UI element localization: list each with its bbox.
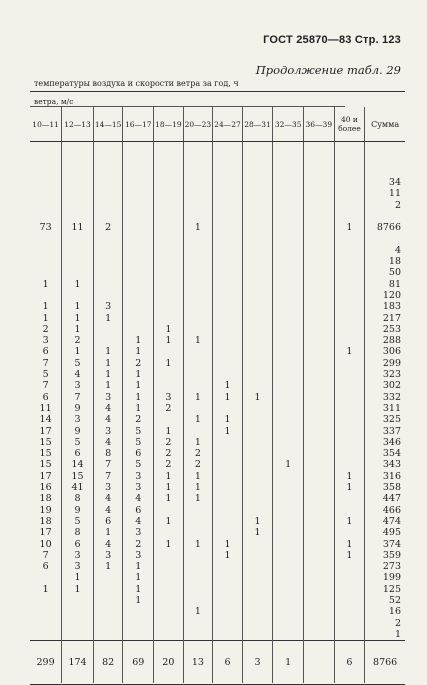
column-header: 36—39 — [304, 107, 335, 142]
bottom-rule — [30, 683, 405, 685]
cell-values-sum: 34 11 2 8766 4 18 50 81 120 183 217 253 288 306 299 323 302 332 311 325 337 346 354 343 316 358 447 466 474 495 374 359 273 199 125 52 16 2 1 — [376, 177, 401, 640]
cell-values: 1 1 1 3 2 1 2 2 2 1 1 1 1 1 — [165, 323, 172, 550]
table-cell — [123, 142, 154, 641]
table-cell — [213, 142, 243, 641]
table-cell — [93, 142, 123, 641]
bottom-rule-row — [30, 683, 405, 685]
column-header: 18—19 — [154, 107, 184, 142]
total-cell: 1 — [273, 641, 304, 684]
cell-values: 73 1 1 1 2 3 6 7 5 7 6 11 14 17 15 15 15 17 16 18 19 18 17 10 7 6 1 — [39, 222, 52, 595]
cell-values: 1 1 1 — [254, 391, 261, 539]
total-cell: 20 — [154, 641, 184, 684]
cell-values: 11 1 1 1 1 2 1 5 4 3 7 9 3 9 5 6 14 15 41 8 9 5 8 6 3 3 1 1 — [71, 222, 84, 595]
table-cell — [242, 142, 273, 641]
table-cell — [30, 142, 62, 641]
continuation-label: Продолжение табл. 29 — [255, 63, 401, 77]
column-header: 16—17 — [123, 107, 154, 142]
column-header: 32—35 — [273, 107, 304, 142]
column-header: 20—23 — [183, 107, 213, 142]
column-header: 24—27 — [213, 107, 243, 142]
data-table — [30, 107, 405, 685]
total-cell: 13 — [183, 641, 213, 684]
table-cell — [154, 142, 184, 641]
cell-values: 1 — [285, 459, 292, 471]
total-cell: 82 — [93, 641, 123, 684]
column-header: 14—15 — [93, 107, 123, 142]
table-cell — [334, 142, 365, 641]
column-header-sum: Сумма — [365, 107, 405, 142]
cell-values: 1 1 2 1 1 1 1 2 5 5 6 5 3 3 4 6 4 3 2 3 1 1 1 1 — [135, 335, 142, 606]
page-header: ГОСТ 25870—83 Стр. 123 — [263, 34, 401, 46]
table-cell — [304, 142, 335, 641]
total-cell: 299 — [30, 641, 62, 684]
caption-divider — [30, 91, 405, 92]
cell-values: 2 3 1 1 1 1 1 3 4 4 3 4 8 7 7 3 4 4 6 1 4 3 1 — [105, 222, 112, 573]
column-header: 40 и более — [334, 107, 365, 142]
column-header: 12—13 — [62, 107, 94, 142]
total-cell: 69 — [123, 641, 154, 684]
column-header: 10—11 — [30, 107, 62, 142]
table-cell — [183, 142, 213, 641]
table-row — [30, 142, 405, 641]
table-sub-caption: ветра, м/с — [34, 97, 74, 106]
table-cell — [273, 142, 304, 641]
table-cell-sum — [365, 142, 405, 641]
cell-values — [304, 142, 334, 177]
cell-values: 1 1 1 1 1 1 1 — [346, 222, 353, 561]
cell-values: 1 1 1 1 1 1 — [224, 380, 231, 561]
total-cell — [304, 641, 335, 684]
table-cell — [62, 142, 94, 641]
total-cell-sum: 8766 — [365, 641, 405, 684]
column-header: 28—31 — [242, 107, 273, 142]
cell-values: 1 1 1 1 1 2 2 1 1 1 1 1 — [194, 222, 201, 618]
totals-row — [30, 641, 405, 684]
total-cell: 3 — [242, 641, 273, 684]
table-caption: температуры воздуха и скорости ветра за год, ч — [34, 79, 239, 88]
total-cell: 174 — [62, 641, 94, 684]
total-cell: 6 — [334, 641, 365, 684]
header-row — [30, 107, 405, 142]
total-cell: 6 — [213, 641, 243, 684]
